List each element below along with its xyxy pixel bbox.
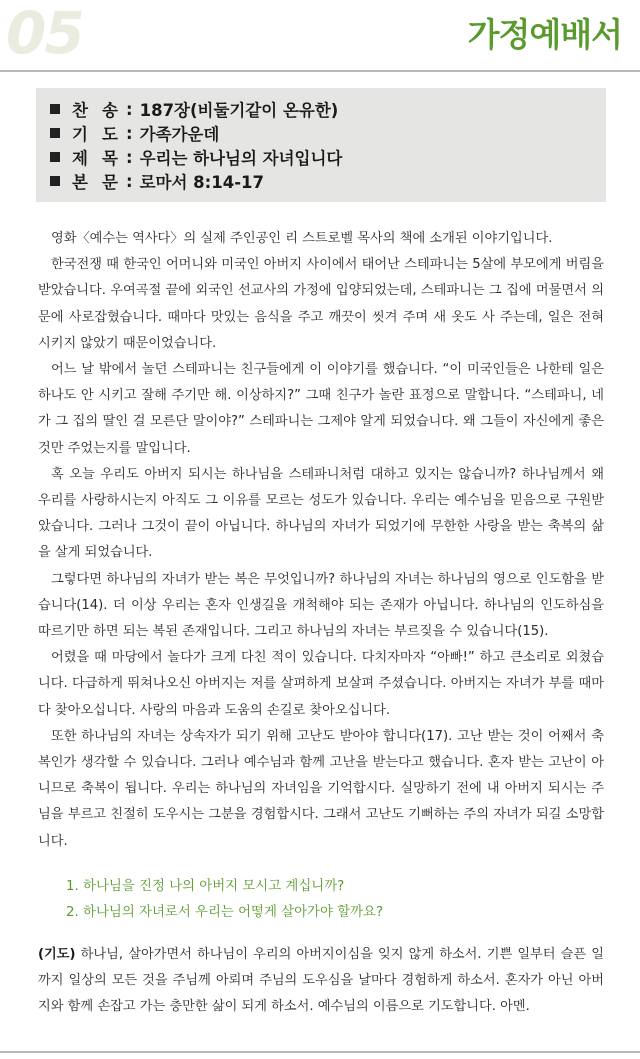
info-scripture: 본 문 : 로마서 8:14-17 — [48, 169, 606, 193]
square-bullet-icon — [50, 104, 60, 114]
info-prayer: 기 도 : 가족가운데 — [48, 121, 606, 145]
paragraph: 영화〈예수는 역사다〉의 실제 주인공인 리 스트로벨 목사의 책에 소개된 이야기입니다. — [51, 231, 553, 246]
paragraph: 어렸을 때 마당에서 놀다가 크게 다친 적이 있습니다. 다치자마자 “아빠!” 하고 큰소리로 외쳤습니다. 다급하게 뛰쳐나오신 아버지는 저를 살펴하게 보살펴 주셨습니다. 아버지는 자녀가 부를 때마다 찾아오십니다. 사랑의 마음과 도움의 손길로 찾아오십니다. — [38, 650, 604, 718]
page-number: 05 — [6, 0, 83, 67]
info-title: 제 목 : 우리는 하나님의 자녀입니다 — [48, 145, 606, 169]
paragraph: 혹 오늘 우리도 아버지 되시는 하나님을 스테파니처럼 대하고 있지는 않습니까? 하나님께서 왜 우리를 사랑하시는지 아직도 그 이유를 모르는 성도가 있습니다. 우리는 예수님을 믿음으로 구원받았습니다. 그러나 그것이 끝이 아닙니다. 하나님의 자녀가 되었기에 무한한 사랑을 받는 축복의 삶을 살게 되었습니다. — [38, 466, 604, 561]
closing-prayer — [38, 942, 604, 1021]
paragraph: 그렇다면 하나님의 자녀가 받는 복은 무엇입니까? 하나님의 자녀는 하나님의 영으로 인도함을 받습니다(14). 더 이상 우리는 혼자 인생길을 개척해야 되는 존재가 아닙니다. 하나님의 인도하심을 따르기만 하면 되는 복된 존재입니다. 그리고 하나님의 자녀는 부르짖을 수 있습니다(15). — [38, 571, 604, 640]
paragraph: 어느 날 밖에서 놀던 스테파니는 친구들에게 이 이야기를 했습니다. “이 미국인들은 나한테 일은 하나도 안 시키고 잘해 주기만 해. 이상하지?” 그때 친구가 놀란 표정으로 말합니다. “스테파니, 네가 그 집의 딸인 걸 모른단 말이야?” 스테파니는 그제야 알게 되었습니다. 왜 그들이 자신에게 좋은 것만 주었는지를 말입니다. — [38, 362, 604, 456]
discussion-questions — [66, 874, 606, 926]
info-label: 찬 송 — [72, 101, 118, 120]
paragraph: 한국전쟁 때 한국인 어머니와 미국인 아버지 사이에서 태어난 스테파니는 5살에 부모에게 버림을 받았습니다. 우여곡절 끝에 외국인 선교사의 가정에 입양되었는데, 스테파니는 그 집에 머물면서 의문에 사로잡혔습니다. 때마다 맛있는 음식을 주고 깨끗이 씻겨 주며 새 옷도 사 주는데, 일은 전혀 시키지 않았기 때문이었습니다. — [38, 257, 604, 351]
info-value: 187장(비둘기같이 온유한) — [139, 101, 339, 120]
info-label: 제 목 — [72, 149, 118, 168]
question-item: 1. 하나님을 진정 나의 아버지 모시고 계십니까? — [66, 879, 345, 894]
info-hymn: 찬 송 : 187장(비둘기같이 온유한) — [48, 97, 606, 121]
info-value: 가족가운데 — [139, 125, 220, 144]
prayer-label: (기도) — [38, 947, 76, 962]
worship-info-box — [36, 88, 606, 202]
info-value: 우리는 하나님의 자녀입니다 — [139, 149, 343, 168]
question-item: 2. 하나님의 자녀로서 우리는 어떻게 살아가야 할까요? — [66, 905, 384, 920]
info-label: 본 문 — [72, 173, 118, 192]
page-title: 가정예배서 — [467, 15, 622, 54]
bottom-divider — [0, 1051, 640, 1053]
paragraph: 또한 하나님의 자녀는 상속자가 되기 위해 고난도 받아야 합니다(17). 고난 받는 것이 어째서 축복인가 생각할 수 있습니다. 그러나 예수님과 함께 고난을 받는다고 했습니다. 혼자 받는 고난이 아니므로 축복이 됩니다. 우리는 하나님의 자녀임을 기억합시다. 실망하기 전에 내 아버지 되시는 주님을 부르고 친절히 도우시는 그분을 경험합시다. 그래서 고난도 기뻐하는 주의 자녀가 되길 소망합니다. — [38, 728, 604, 849]
info-value: 로마서 8:14-17 — [139, 173, 265, 192]
prayer-text: 하나님, 살아가면서 하나님이 우리의 아버지이심을 잊지 않게 하소서. 기쁜 일부터 슬픈 일까지 일상의 모든 것을 주님께 아뢰며 주님의 도우심을 날마다 경험하게 하소서. 혼자가 아닌 아버지와 함께 손잡고 가는 충만한 삶이 되게 하소서. 예수님의 이름으로 기도합니다. 아멘. — [38, 947, 604, 1015]
square-bullet-icon — [50, 128, 60, 138]
info-label: 기 도 — [72, 125, 118, 144]
square-bullet-icon — [50, 152, 60, 162]
sermon-body — [38, 226, 604, 855]
title-divider — [0, 70, 640, 72]
square-bullet-icon — [50, 176, 60, 186]
